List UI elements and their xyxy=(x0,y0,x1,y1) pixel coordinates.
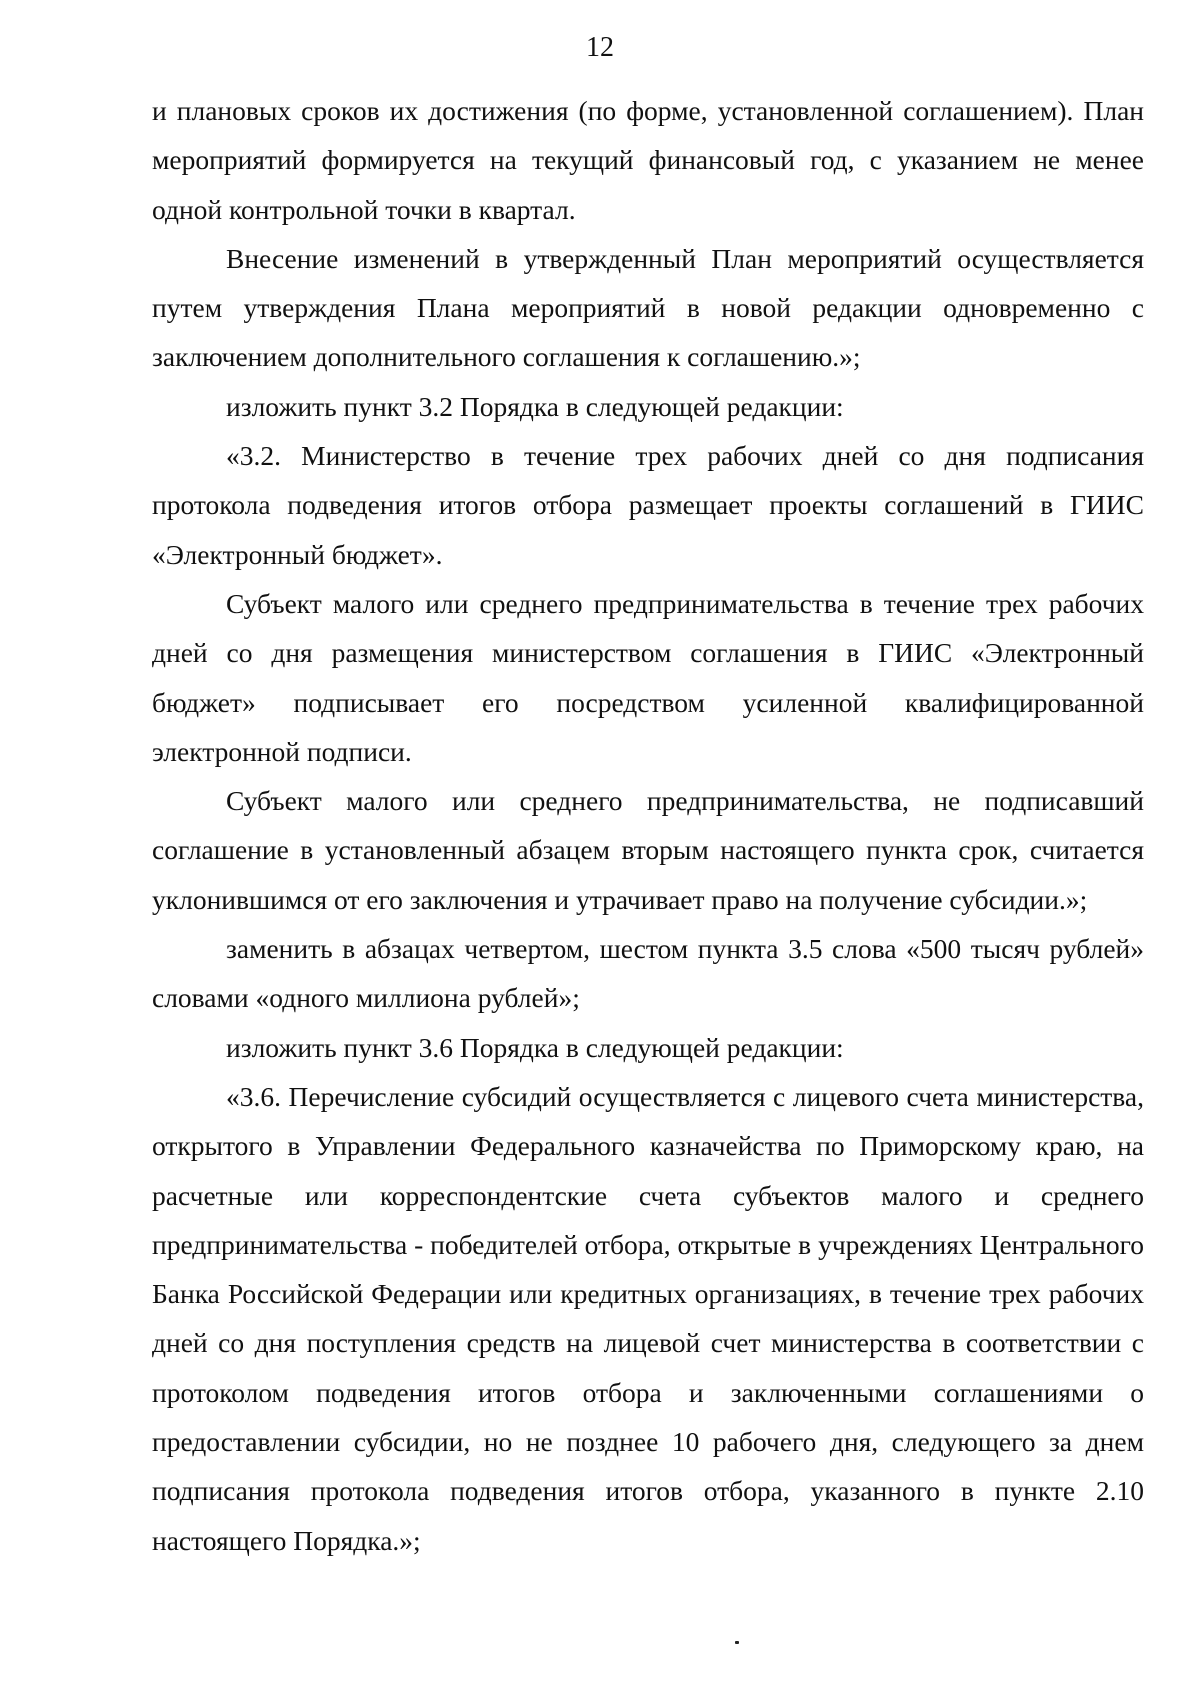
paragraph-clause-3-6: «3.6. Перечисление субсидий осуществляется с лицевого счета министерства, открытого в Управлении Федерального казначейства по Приморскому краю, на расчетные или корреспондентские счета субъектов малого и среднего предпринимательства - победителей отбора, открытые в учреждениях Центрального Банка Российской Федерации или кредитных организациях, в течение трех рабочих дней со дня поступления средств на лицевой счет министерства в соответствии с протоколом подведения итогов отбора и заключенными соглашениями о предоставлении субсидии, но не позднее 10 рабочего дня, следующего за днем подписания протокола подведения итогов отбора, указанного в пункте 2.10 настоящего Порядка.»; xyxy=(152,1080,1144,1556)
page-number: 12 xyxy=(586,32,614,63)
paragraph-continuation: и плановых сроков их достижения (по форме, установленной соглашением). План мероприятий формируется на текущий финансовый год, с указанием не менее одной контрольной точки в квартал. xyxy=(152,95,1144,225)
scan-speck xyxy=(735,1641,739,1644)
paragraph-amend-3-5: заменить в абзацах четвертом, шестом пункта 3.5 слова «500 тысяч рублей» словами «одного миллиона рублей»; xyxy=(152,933,1144,1014)
paragraph-clause-3-2: «3.2. Министерство в течение трех рабочих дней со дня подписания протокола подведения итогов отбора размещает проекты соглашений в ГИИС «Электронный бюджет». xyxy=(152,440,1144,570)
paragraph-signing-term: Субъект малого или среднего предпринимательства в течение трех рабочих дней со дня размещения министерством соглашения в ГИИС «Электронный бюджет» подписывает его посредством усиленной квалифицированной электронной подписи. xyxy=(152,587,1144,767)
document-body xyxy=(152,86,1144,1565)
paragraph-plan-changes: Внесение изменений в утвержденный План мероприятий осуществляется путем утверждения Плана мероприятий в новой редакции одновременно с заключением дополнительного соглашения к соглашению.»; xyxy=(152,242,1144,373)
paragraph-amend-3-2: изложить пункт 3.2 Порядка в следующей редакции: xyxy=(226,390,844,422)
paragraph-evasion: Субъект малого или среднего предпринимательства, не подписавший соглашение в установленный абзацем вторым настоящего пункта срок, считается уклонившимся от его заключения и утрачивает право на получение субсидии.»; xyxy=(152,785,1144,915)
paragraph-amend-3-6: изложить пункт 3.6 Порядка в следующей редакции: xyxy=(226,1031,844,1063)
